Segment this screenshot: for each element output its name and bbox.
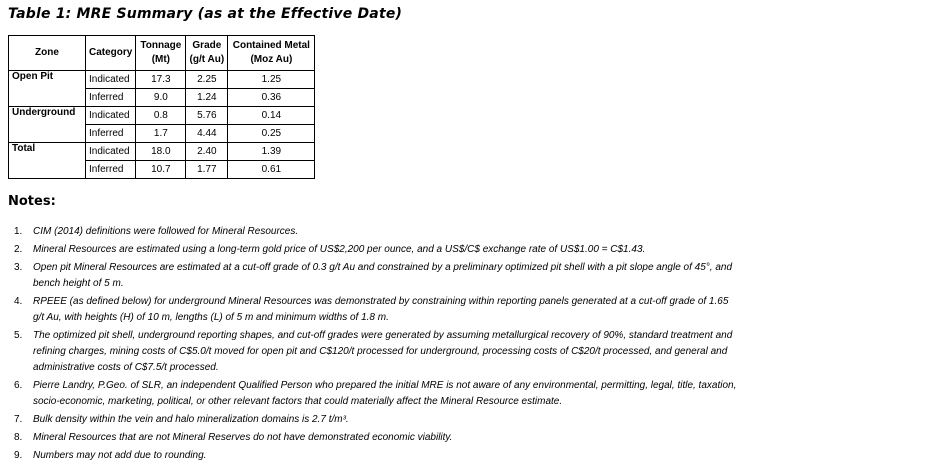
note-text: Bulk density within the vein and halo mineralization domains is 2.7 t/m³.	[33, 414, 349, 425]
table-header-row	[9, 36, 315, 71]
header-tonnage-label: Tonnage	[140, 40, 182, 51]
category-cell: Inferred	[86, 125, 136, 143]
list-item	[8, 448, 738, 464]
category-cell: Indicated	[86, 107, 136, 125]
table-row	[9, 107, 315, 125]
category-cell: Inferred	[86, 161, 136, 179]
tonnage-cell: 9.0	[136, 89, 186, 107]
metal-cell: 0.36	[228, 89, 315, 107]
notes-list	[8, 224, 738, 466]
list-item	[8, 412, 738, 428]
header-zone: Zone	[9, 36, 86, 71]
tonnage-cell: 1.7	[136, 125, 186, 143]
note-number: 2.	[14, 244, 23, 255]
note-text: RPEEE (as defined below) for underground Mineral Resources was demonstrated by constraining within reporting panels generated at a cut-off grade of 1.65 g/t Au, with heights (H) of 10 m, lengths (L) of 5 m and minimum widths of 1.8 m.	[33, 296, 729, 323]
category-cell: Indicated	[86, 143, 136, 161]
list-item	[8, 430, 738, 446]
grade-cell: 1.77	[186, 161, 228, 179]
grade-cell: 2.25	[186, 71, 228, 89]
note-number: 7.	[14, 414, 23, 425]
list-item	[8, 224, 738, 240]
tonnage-cell: 0.8	[136, 107, 186, 125]
table-title: Table 1: MRE Summary (as at the Effective Date)	[8, 6, 403, 22]
note-text: The optimized pit shell, underground reporting shapes, and cut-off grades were generated by assuming metallurgical recovery of 90%, standard treatment and refining charges, mining costs of C$5.0/t moved for open pit and C$120/t processed for underground, processing costs of C$20/t processed, and general and administrative costs of C$7.5/t processed.	[33, 330, 733, 373]
note-number: 6.	[14, 380, 23, 391]
header-grade-label: Grade	[192, 40, 222, 51]
note-text: Pierre Landry, P.Geo. of SLR, an independent Qualified Person who prepared the initial MRE is not aware of any environmental, permitting, legal, title, taxation, socio-economic, marketing, political, or other relevant factors that could materially affect the Mineral Resource estimate.	[33, 380, 737, 407]
note-number: 4.	[14, 296, 23, 307]
list-item	[8, 378, 738, 410]
note-number: 3.	[14, 262, 23, 273]
note-text: Open pit Mineral Resources are estimated at a cut-off grade of 0.3 g/t Au and constrained by a preliminary optimized pit shell with a pit slope angle of 45°, and bench height of 5 m.	[33, 262, 733, 289]
note-text: Mineral Resources that are not Mineral Reserves do not have demonstrated economic viability.	[33, 432, 453, 443]
list-item	[8, 294, 738, 326]
note-number: 9.	[14, 450, 23, 461]
zone-total: Total	[9, 143, 86, 179]
header-metal-label: Contained Metal	[232, 40, 310, 51]
metal-cell: 1.25	[228, 71, 315, 89]
header-category: Category	[86, 36, 136, 71]
category-cell: Inferred	[86, 89, 136, 107]
grade-cell: 2.40	[186, 143, 228, 161]
note-number: 8.	[14, 432, 23, 443]
tonnage-cell: 17.3	[136, 71, 186, 89]
zone-underground: Underground	[9, 107, 86, 143]
tonnage-cell: 10.7	[136, 161, 186, 179]
note-number: 5.	[14, 330, 23, 341]
list-item	[8, 260, 738, 292]
table-row	[9, 71, 315, 89]
tonnage-cell: 18.0	[136, 143, 186, 161]
header-tonnage	[136, 36, 186, 71]
note-text: Mineral Resources are estimated using a long-term gold price of US$2,200 per ounce, and a US$/C$ exchange rate of US$1.00 = C$1.43.	[33, 244, 646, 255]
mre-summary-table	[8, 35, 315, 179]
grade-cell: 5.76	[186, 107, 228, 125]
metal-cell: 0.61	[228, 161, 315, 179]
header-grade-unit: (g/t Au)	[189, 54, 225, 65]
list-item	[8, 328, 738, 376]
header-tonnage-unit: (Mt)	[151, 54, 171, 65]
category-cell: Indicated	[86, 71, 136, 89]
table-row	[9, 143, 315, 161]
note-text: CIM (2014) definitions were followed for Mineral Resources.	[33, 226, 299, 237]
note-text: Numbers may not add due to rounding.	[33, 450, 207, 461]
metal-cell: 1.39	[228, 143, 315, 161]
note-number: 1.	[14, 226, 23, 237]
list-item	[8, 242, 738, 258]
grade-cell: 1.24	[186, 89, 228, 107]
metal-cell: 0.25	[228, 125, 315, 143]
header-metal-unit: (Moz Au)	[250, 54, 293, 65]
zone-open-pit: Open Pit	[9, 71, 86, 107]
notes-heading: Notes:	[8, 194, 56, 209]
grade-cell: 4.44	[186, 125, 228, 143]
metal-cell: 0.14	[228, 107, 315, 125]
header-grade	[186, 36, 228, 71]
header-contained-metal	[228, 36, 315, 71]
